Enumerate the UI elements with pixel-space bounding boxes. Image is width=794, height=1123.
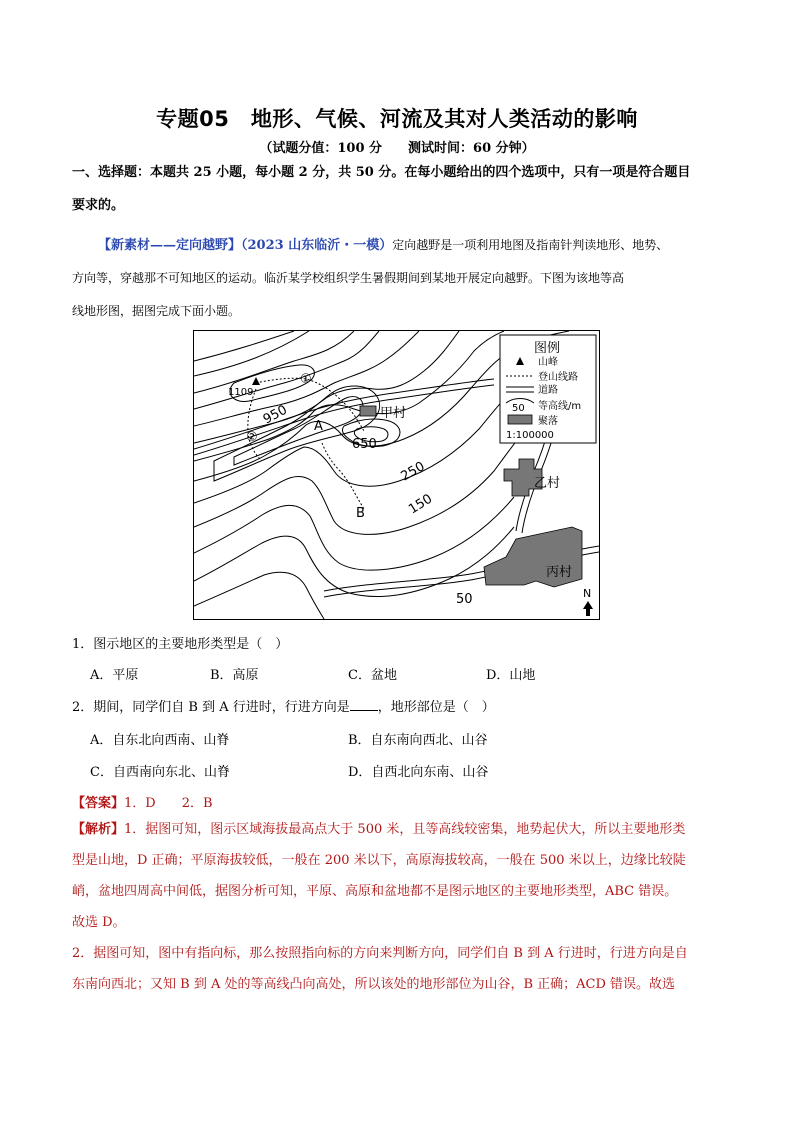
question-2-option-d: D．自西北向东南、山谷 — [348, 765, 489, 780]
material-source: （2023 山东临沂・一模） — [241, 238, 393, 253]
question-1-option-b: B．高原 — [210, 668, 259, 683]
material-line3: 线地形图，据图完成下面小题。 — [72, 304, 241, 318]
question-1-option-d: D．山地 — [486, 668, 536, 683]
section-heading-line2: 要求的。 — [72, 198, 125, 213]
label-950: 950 — [260, 402, 290, 428]
label-150: 150 — [406, 491, 436, 518]
label-50: 50 — [456, 592, 473, 607]
material-line2: 方向等，穿越那不可知地区的运动。临沂某学校组织学生暑假期间到某地开展定向越野。下图为该地等高 — [72, 271, 625, 285]
question-1-option-c: C．盆地 — [348, 668, 397, 683]
question-2-option-c: C．自西南向东北、山脊 — [90, 765, 230, 780]
legend-item-contour: 等高线/m — [538, 401, 582, 412]
legend-title: 图例 — [534, 341, 561, 356]
analysis-p1-line3: 峭，盆地四周高中间低，据图分析可知，平原、高原和盆地都不是图示地区的主要地形类型，ABC 错误。 — [72, 884, 678, 899]
village-jia-label: 甲村 — [380, 406, 407, 421]
legend-contour-value: 50 — [512, 403, 525, 414]
village-jia-block — [360, 406, 376, 416]
section-heading-line1: 一、选择题：本题共 25 小题，每小题 2 分，共 50 分。在每小题给出的四个选项中，只有一项是符合题目 — [72, 165, 691, 180]
analysis-label: 【解析】 — [72, 822, 125, 837]
legend-item-road: 道路 — [538, 385, 558, 396]
material-line1: 定向越野是一项利用地图及指南针判读地形、地势、 — [392, 238, 669, 252]
route-marker-2: ② — [246, 430, 258, 445]
question-1-stem: 1．图示地区的主要地形类型是（ ） — [72, 637, 289, 652]
analysis-p2-line2: 东南向西北；又知 B 到 A 处的等高线凸向高处，所以该处的地形部位为山谷，B 正确；ACD 错误。故选 — [72, 977, 676, 992]
material-tag: 【新素材——定向越野】 — [98, 238, 242, 253]
label-1109: 1109 — [228, 387, 254, 398]
north-arrow — [583, 587, 593, 616]
analysis-p2-line1: 2．据图可知，图中有指向标，那么按照指向标的方向来判断方向，同学们自 B 到 A 行进时，行进方向是自 — [72, 946, 688, 961]
legend — [500, 335, 596, 443]
question-2-option-b: B．自东南向西北、山谷 — [348, 733, 488, 748]
analysis-p1-line2: 型是山地，D 正确；平原海拔较低，一般在 200 米以下，高原海拔较高，一般在 500 米以上，边缘比较陡 — [72, 853, 686, 868]
label-650: 650 — [352, 437, 377, 452]
answer-blank — [350, 698, 378, 711]
legend-item-peak: 山峰 — [538, 357, 558, 368]
label-250: 250 — [398, 459, 428, 485]
north-label: N — [583, 587, 592, 600]
legend-item-route: 登山线路 — [538, 372, 578, 383]
route-marker-1: ① — [300, 372, 312, 387]
analysis-block — [72, 814, 727, 1000]
page-subtitle: （试题分值：100 分 测试时间：60 分钟） — [259, 141, 535, 156]
settlement-symbol — [508, 415, 532, 424]
answer-label: 【答案】 — [72, 796, 125, 811]
question-1-option-a: A．平原 — [90, 668, 139, 683]
analysis-p1-line1: 1．据图可知，图示区域海拔最高点大于 500 米，且等高线较密集，地势起伏大，所以主要地形类 — [124, 822, 686, 837]
page-title: 专题05 地形、气候、河流及其对人类活动的影响 — [156, 107, 638, 131]
material-paragraph — [72, 229, 727, 328]
map-scale: 1:100000 — [506, 430, 554, 441]
question-2-stem-part2: ，地形部位是（ ） — [377, 700, 495, 715]
answer-line — [72, 792, 213, 811]
section-heading — [72, 156, 727, 222]
point-b-label: B — [356, 506, 365, 521]
village-yi-label: 乙村 — [534, 476, 561, 491]
village-bing-label: 丙村 — [546, 565, 573, 580]
question-2-option-a: A．自东北向西南、山脊 — [90, 733, 230, 748]
north-arrow-icon — [583, 601, 593, 616]
answer-text: 1．D 2．B — [124, 796, 213, 811]
summit-icon — [252, 377, 260, 385]
point-a-label: A — [314, 419, 323, 434]
question-2-stem — [72, 696, 495, 715]
question-2-stem-part1: 2．期间，同学们自 B 到 A 行进时，行进方向是 — [72, 700, 350, 715]
contour-map-svg — [194, 331, 599, 619]
analysis-p1-line4: 故选 D。 — [72, 915, 126, 930]
contour-map — [193, 330, 600, 620]
legend-item-settlement: 聚落 — [538, 416, 558, 427]
